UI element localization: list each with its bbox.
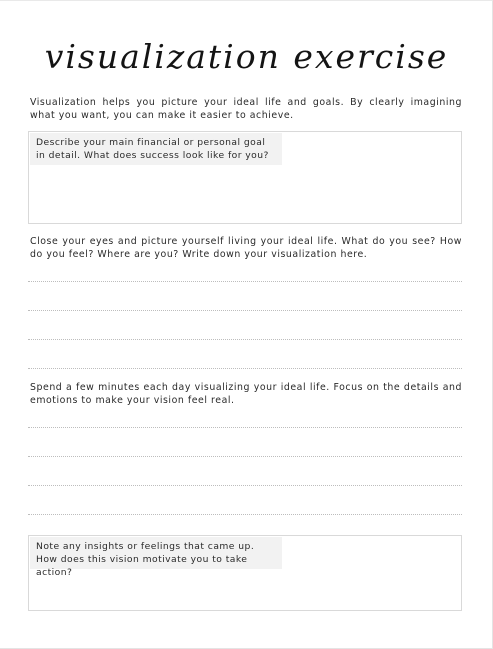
writing-line[interactable] [28,281,462,282]
writing-line[interactable] [28,485,462,486]
page-title: visualization exercise [44,37,449,76]
insights-prompt: Note any insights or feelings that came up. How does this vision motivate you to take action? [30,537,282,569]
writing-line[interactable] [28,368,462,369]
intro-paragraph: Visualization helps you picture your ideal life and goals. By clearly imagining what you want, you can make it easier to achieve. [30,97,462,121]
writing-line[interactable] [28,427,462,428]
writing-line[interactable] [28,339,462,340]
visualization-instructions: Close your eyes and picture yourself living your ideal life. What do you see? How do you feel? Where are you? Write down your visualization here. [30,236,462,260]
writing-line[interactable] [28,310,462,311]
goal-answer-box[interactable] [28,131,462,224]
writing-line[interactable] [28,456,462,457]
insights-answer-box[interactable] [28,535,462,611]
goal-prompt: Describe your main financial or personal goal in detail. What does success look like for you? [30,133,282,165]
daily-practice-instructions: Spend a few minutes each day visualizing your ideal life. Focus on the details and emotions to make your vision feel real. [30,382,462,406]
writing-line[interactable] [28,514,462,515]
